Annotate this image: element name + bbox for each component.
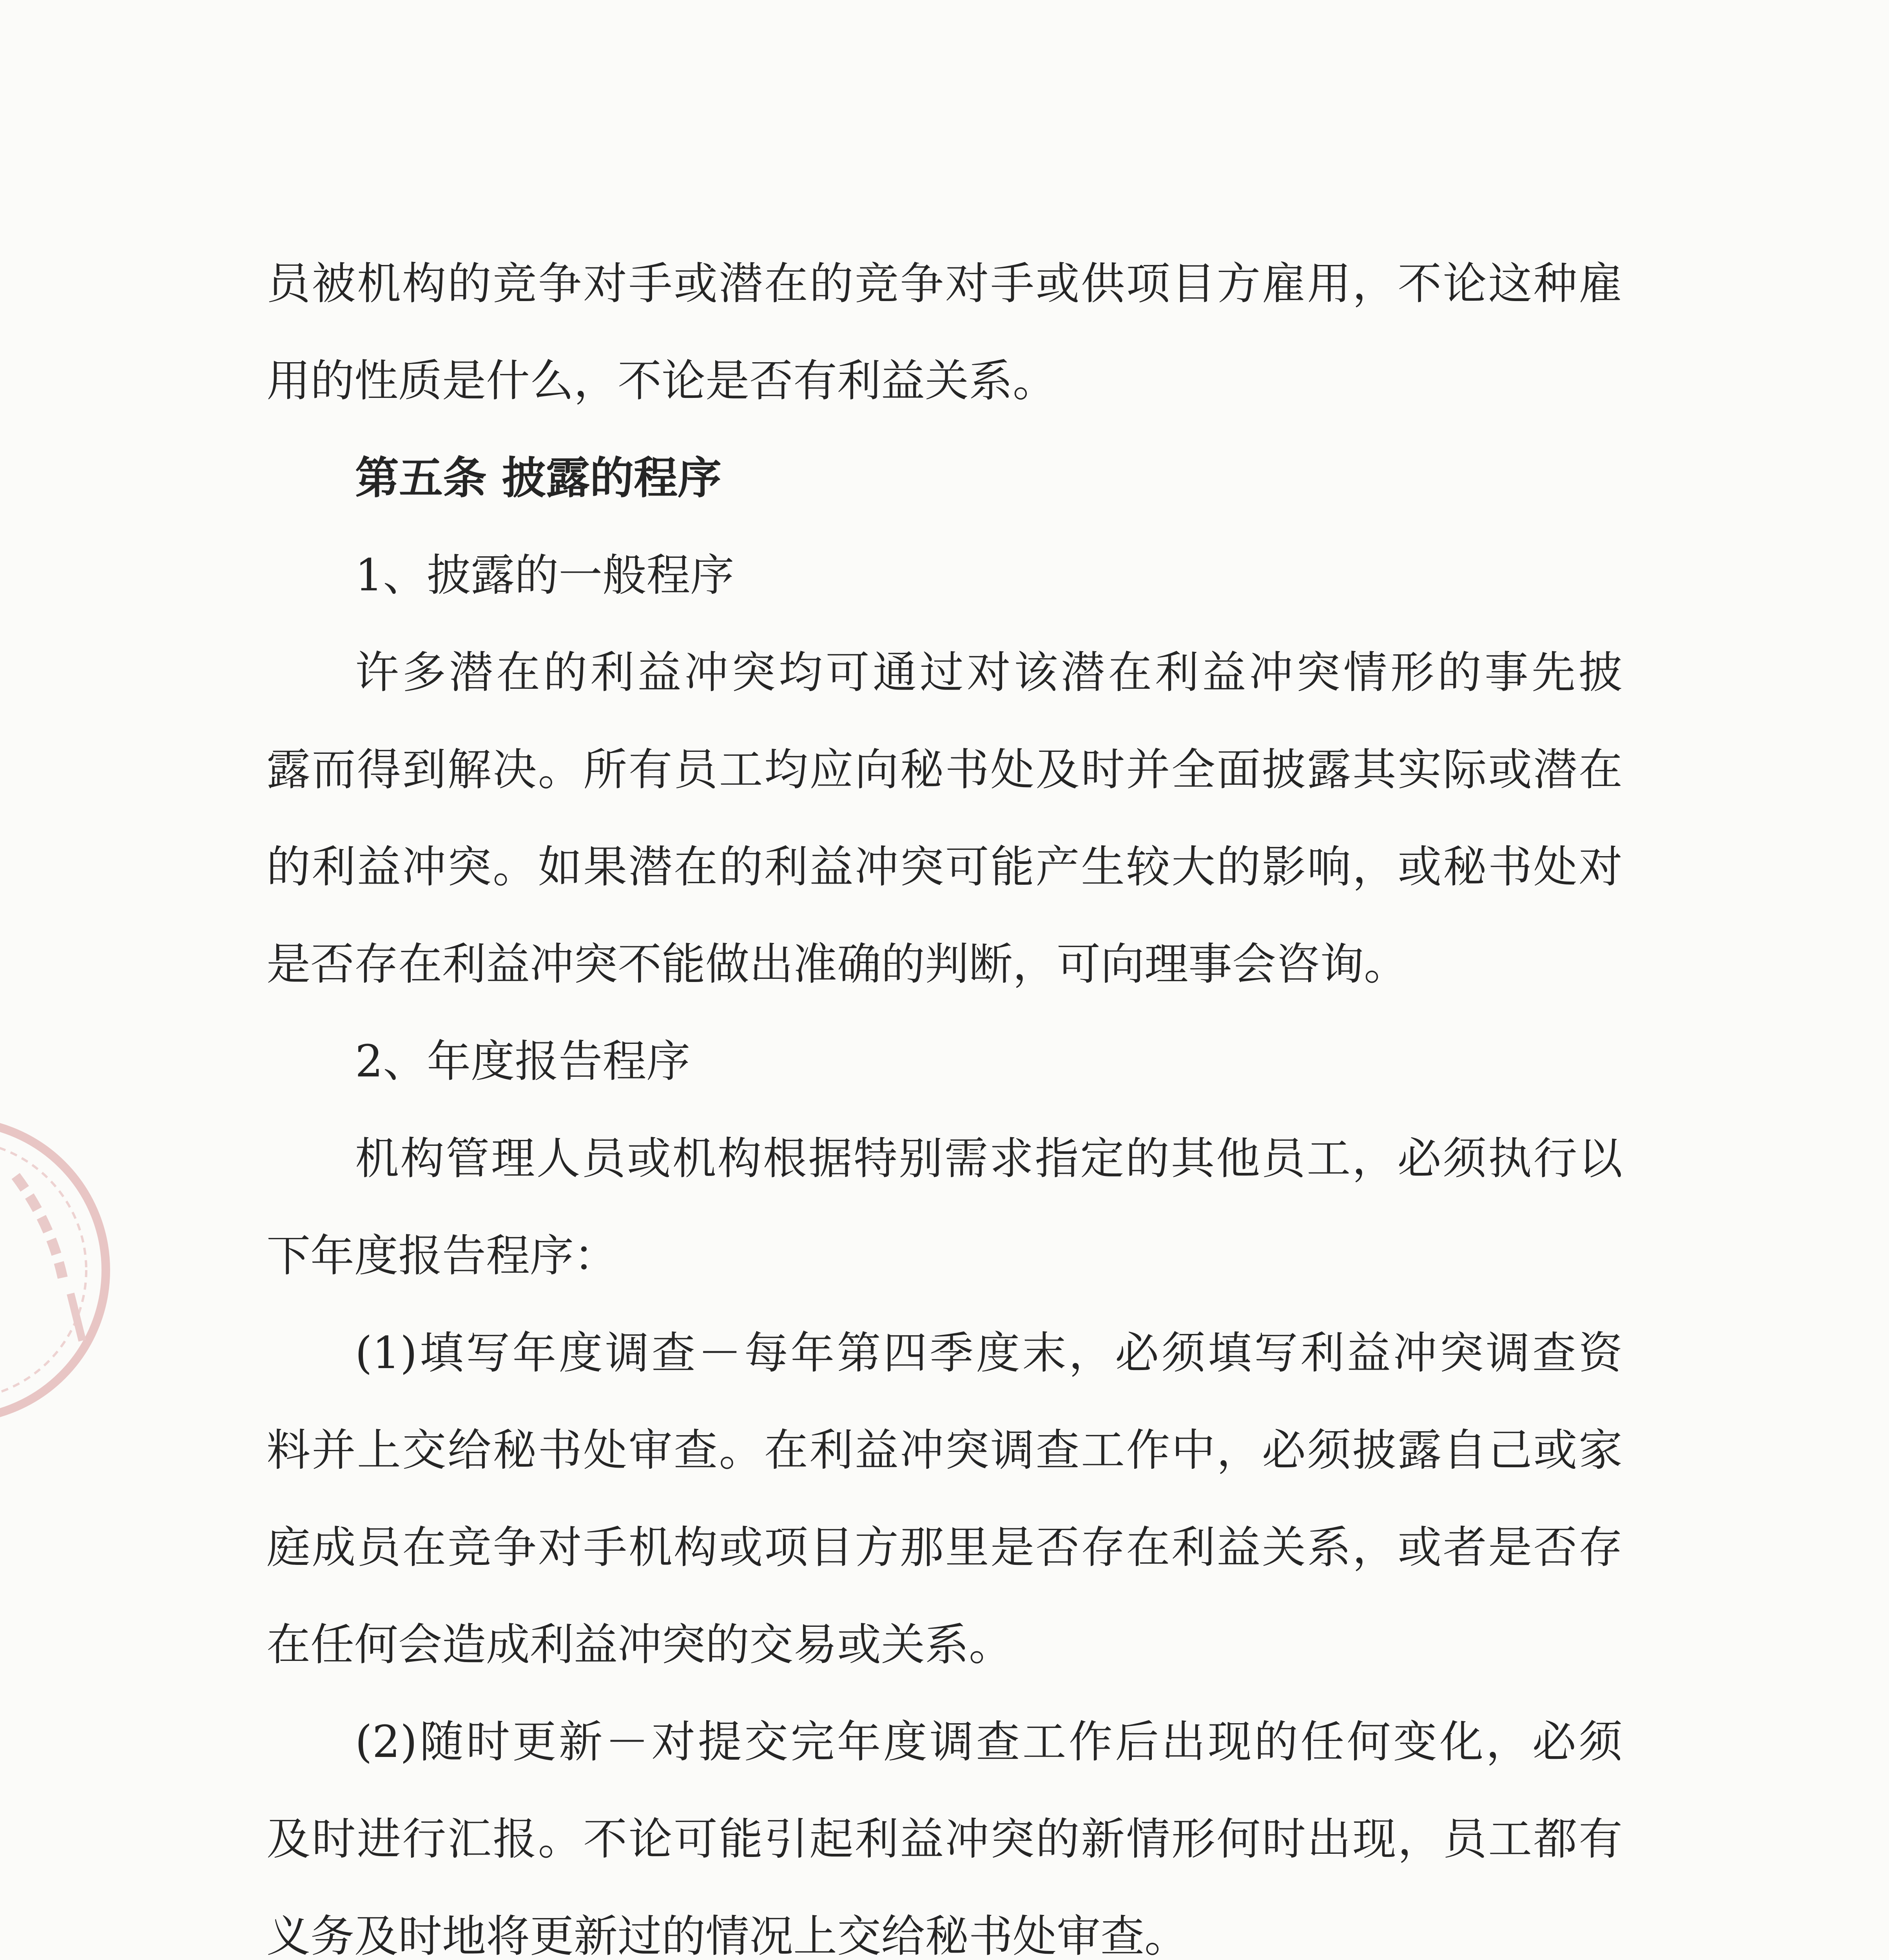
- text-line: (1)填写年度调查－每年第四季度末，必须填写利益冲突调查资: [355, 1328, 1623, 1379]
- text-line: 义务及时地将更新过的情况上交给秘书处审查。: [266, 1911, 1188, 1960]
- text-line: 及时进行汇报。不论可能引起利益冲突的新情形何时出现，员工都有: [266, 1814, 1623, 1865]
- text-line: 料并上交给秘书处审查。在利益冲突调查工作中，必须披露自己或家: [266, 1425, 1623, 1476]
- text-line: 露而得到解决。所有员工均应向秘书处及时并全面披露其实际或潜在: [266, 744, 1623, 795]
- section-heading-article-5: 第五条 披露的程序: [355, 453, 722, 504]
- text-line: 的利益冲突。如果潜在的利益冲突可能产生较大的影响，或秘书处对: [266, 842, 1623, 893]
- text-line: 是否存在利益冲突不能做出准确的判断，可向理事会咨询。: [266, 939, 1408, 990]
- text-line: 庭成员在竞争对手机构或项目方那里是否存在利益关系，或者是否存: [266, 1522, 1623, 1573]
- text-line: 许多潜在的利益冲突均可通过对该潜在利益冲突情形的事先披: [355, 647, 1623, 698]
- subsection-heading-2: 2、年度报告程序: [355, 1036, 691, 1087]
- text-line: 下年度报告程序：: [266, 1230, 618, 1281]
- text-line: (2)随时更新－对提交完年度调查工作后出现的任何变化，必须: [355, 1717, 1623, 1768]
- text-line: 在任何会造成利益冲突的交易或关系。: [266, 1619, 1013, 1670]
- subsection-heading-1: 1、披露的一般程序: [355, 550, 734, 601]
- red-seal-stamp: [0, 1109, 118, 1431]
- text-line: 机构管理人员或机构根据特别需求指定的其他员工，必须执行以: [355, 1133, 1623, 1184]
- text-line: 用的性质是什么，不论是否有利益关系。: [266, 356, 1057, 407]
- text-line: 员被机构的竞争对手或潜在的竞争对手或供项目方雇用，不论这种雇: [266, 258, 1623, 309]
